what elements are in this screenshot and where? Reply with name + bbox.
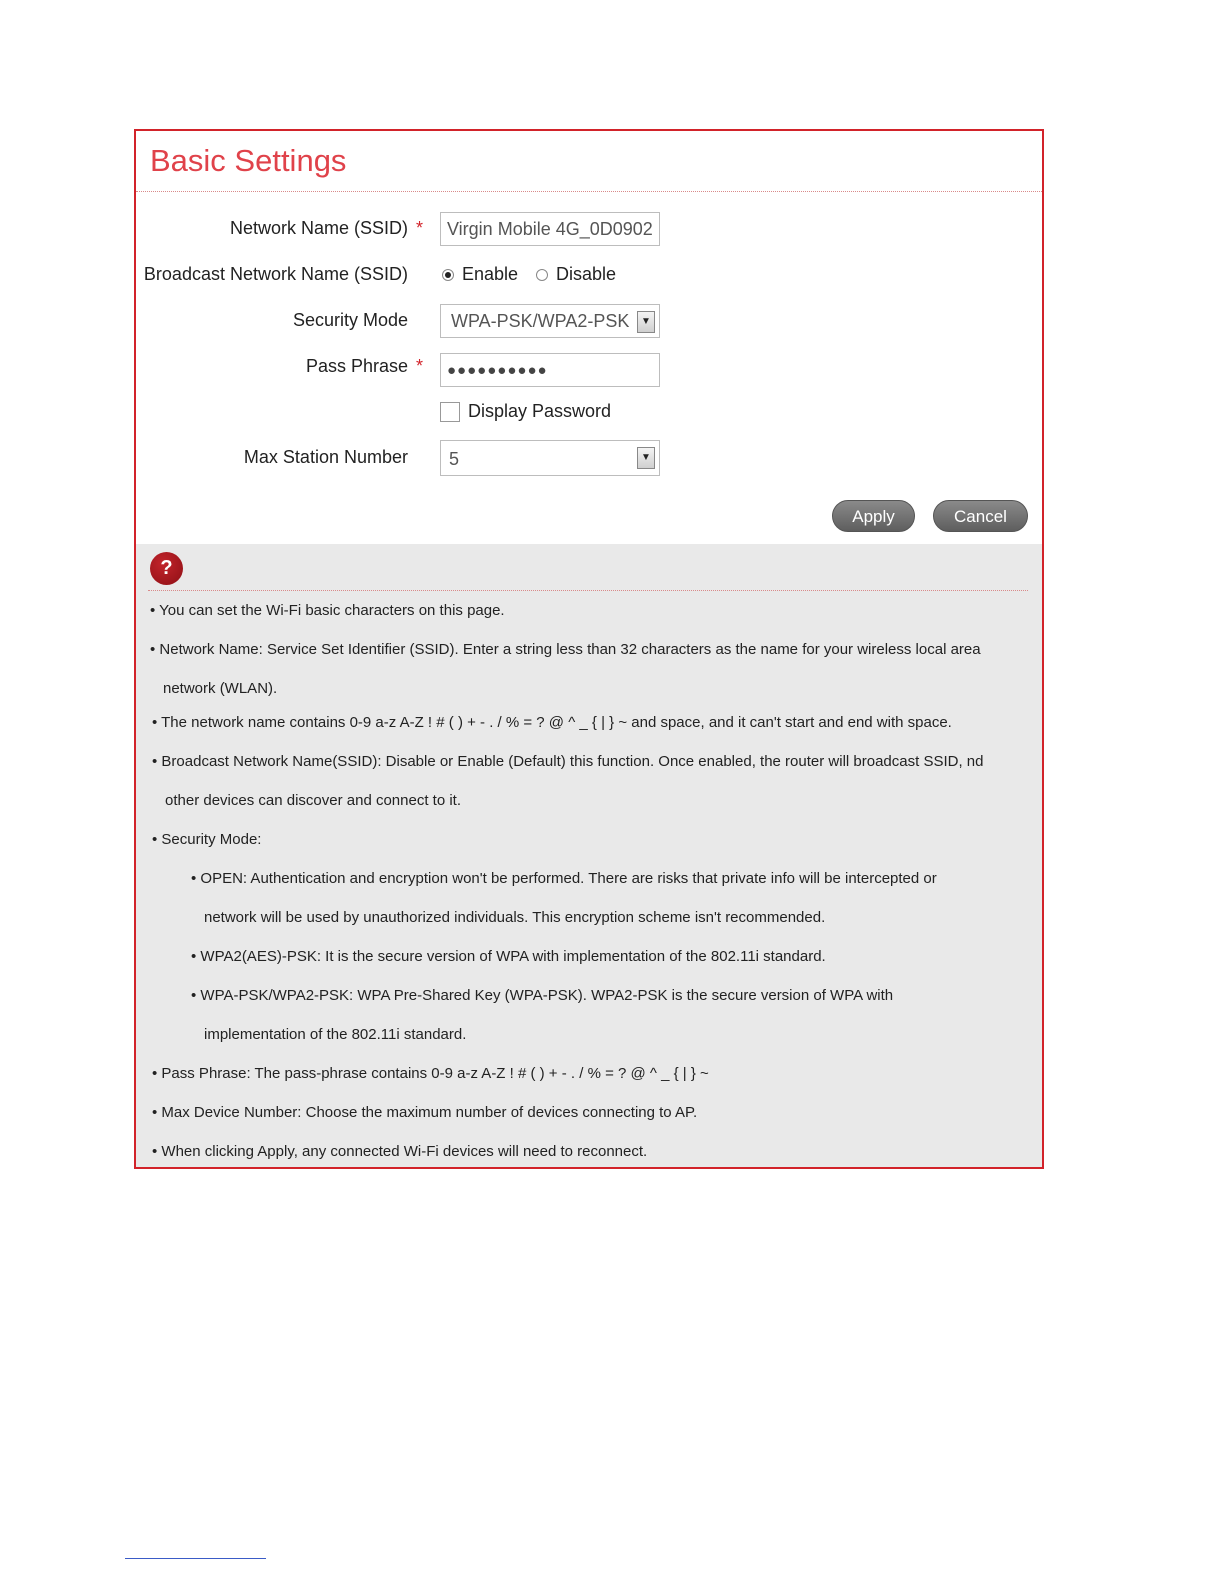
help-line: • Max Device Number: Choose the maximum number of devices connecting to AP. [152,1104,698,1121]
cancel-button[interactable]: Cancel [933,500,1028,532]
help-line: • WPA-PSK/WPA2-PSK: WPA Pre-Shared Key (WPA-PSK). WPA2-PSK is the secure version of WPA with [191,987,894,1004]
broadcast-disable-radio[interactable] [536,269,548,281]
help-line: network will be used by unauthorized individuals. This encryption scheme isn't recommended. [204,909,826,926]
passphrase-label: Pass Phrase [305,356,408,376]
chevron-down-icon[interactable]: ▼ [637,311,655,333]
help-line: • Pass Phrase: The pass-phrase contains 0-9 a-z A-Z ! # ( ) + - . / % = ? @ ^ _ { | } ~ [152,1065,709,1082]
basic-settings-panel [134,129,1044,1169]
help-line: • Security Mode: [152,831,262,848]
help-line: implementation of the 802.11i standard. [204,1026,467,1043]
help-line: network (WLAN). [163,680,278,697]
radio-selected-dot [445,272,451,278]
ssid-input[interactable]: Virgin Mobile 4G_0D0902 [440,212,660,246]
help-line: • When clicking Apply, any connected Wi-Fi devices will need to reconnect. [152,1143,648,1160]
max-station-select[interactable] [440,440,660,476]
help-line: • OPEN: Authentication and encryption won't be performed. There are risks that private info will be intercepted or [191,870,937,887]
help-line: other devices can discover and connect to it. [165,792,462,809]
help-line: • You can set the Wi-Fi basic characters on this page. [150,602,505,619]
ssid-required-mark: * [416,218,424,238]
chevron-down-icon[interactable]: ▼ [637,447,655,469]
help-line: • The network name contains 0-9 a-z A-Z ! # ( ) + - . / % = ? @ ^ _ { | } ~ and space, and it can't start and end with space. [152,714,952,731]
max-station-label: Max Station Number [243,447,408,467]
apply-button[interactable]: Apply [832,500,915,532]
help-line: • Network Name: Service Set Identifier (SSID). Enter a string less than 32 characters as the name for your wireless local area [150,641,981,658]
security-mode-value: WPA-PSK/WPA2-PSK [451,311,630,331]
page-title: Basic Settings [150,143,347,178]
help-divider [148,590,1028,591]
security-mode-label: Security Mode [292,310,408,330]
help-icon: ? [150,552,183,585]
footer-rule [125,1558,266,1559]
max-station-value: 5 [449,449,460,469]
display-password-checkbox[interactable] [440,402,460,422]
broadcast-disable-label[interactable]: Disable [556,264,617,284]
broadcast-enable-radio[interactable] [442,269,454,281]
passphrase-required-mark: * [416,356,424,376]
security-mode-select[interactable] [440,304,660,338]
title-divider [136,191,1042,192]
broadcast-enable-label[interactable]: Enable [462,264,519,284]
help-section [136,544,1042,1167]
display-password-label[interactable]: Display Password [468,401,612,421]
passphrase-input[interactable]: ●●●●●●●●●● [440,353,660,387]
help-line: • WPA2(AES)-PSK: It is the secure version of WPA with implementation of the 802.11i standard. [191,948,826,965]
ssid-label: Network Name (SSID) [229,218,408,238]
help-line: • Broadcast Network Name(SSID): Disable or Enable (Default) this function. Once enabled, the router will broadcast SSID, nd [152,753,984,770]
broadcast-label: Broadcast Network Name (SSID) [143,264,408,284]
